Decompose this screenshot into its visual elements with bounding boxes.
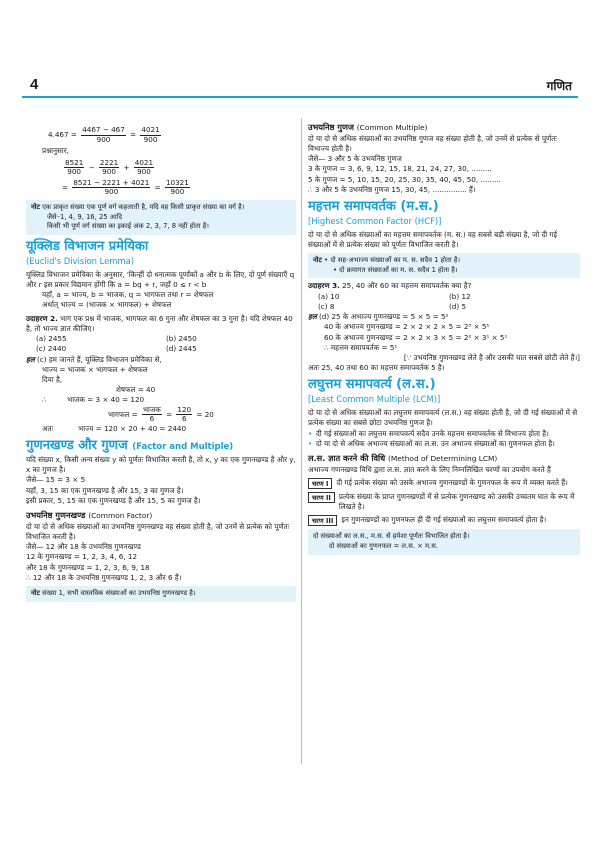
fraction-denominator: 900 <box>143 134 158 144</box>
option: (b) 2450 <box>166 334 197 344</box>
fraction <box>134 159 154 177</box>
note-text: दो संख्याओं का गुणनफल = ल.स. × म.स. <box>329 542 438 551</box>
note-label: नोट <box>31 203 40 212</box>
solution-2 <box>26 355 296 365</box>
solution-step: शेषफल = 40 <box>116 385 156 395</box>
fraction-numerator: 2221 <box>99 157 119 167</box>
example-label: उदाहरण 2. <box>26 313 58 323</box>
equals: = <box>166 409 173 419</box>
common-factor-example: जैसे— 12 और 18 के उभयनिष्ठ गुणनखण्ड <box>26 542 141 552</box>
option: (d) 2445 <box>166 344 197 354</box>
lcm-bullet: • दो या दो से अधिक अभाज्य संख्याओं का ल.स. उन अभाज्य संख्याओं का गुणनफल होता है। <box>308 439 580 449</box>
common-factor-paragraph: दो या दो से अधिक संख्याओं का उभयनिष्ठ गुणनखण्ड वह संख्या होती है, जो उनमें से प्रत्येक को पूर्णतः विभाजित करती है। <box>26 521 290 541</box>
factor-explanation: यहाँ, 3, 15 का एक गुणनखण्ड है और 15, 3 का गुणज है। <box>26 485 184 495</box>
solution-step: ∴ भाजक = 3 × 40 = 120 <box>42 395 145 405</box>
fraction <box>140 126 160 144</box>
note-example: जैसे–1, 4, 9, 16, 25 आदि <box>47 212 123 221</box>
fraction-numerator: भाजक <box>142 404 161 414</box>
fraction <box>72 179 150 197</box>
column-divider <box>301 118 302 764</box>
heading-common-factor <box>26 510 296 522</box>
heading-factor-hindi: गुणनखण्ड और गुणज <box>26 438 128 454</box>
solution-text: (c) हम जानते हैं, यूक्लिड विभाजन प्रमेयिका से, <box>37 354 162 364</box>
heading-factor-english: (Factor and Multiple) <box>132 442 234 453</box>
hcf-paragraph: दो या दो से अधिक संख्याओं का महत्तम समापवर्तक (म. स.) वह सबसे बड़ी संख्या है, जो दी गई संख्याओं में से प्रत्येक संख्या को पूर्णतः विभाजित करती है। <box>308 229 558 249</box>
common-multiple-line: ∴ 3 और 5 के उभयनिष्ठ गुणज 15, 30, 45, ............... हैं। <box>308 184 476 194</box>
heading-common-factor-english: (Common Factor) <box>88 511 153 521</box>
lcm-step <box>308 492 580 512</box>
fraction-numerator: 120 <box>177 404 192 414</box>
fraction-numerator: 8521 <box>65 157 84 167</box>
fraction-denominator: 6 <box>181 414 187 424</box>
common-multiple-line: 3 के गुणज = 3, 6, 9, 12, 15, 18, 21, 24, 27, 30, ......... <box>308 164 492 174</box>
common-factor-line: 12 के गुणनखण्ड = 1, 2, 3, 4, 6, 12 <box>26 552 138 562</box>
left-column <box>26 102 296 605</box>
lcm-method-paragraph: अभाज्य गणनखण्ड विधि द्वारा ल.स. ज्ञात करने के लिए निम्नलिखित चरणों का उपयोग करते हैं <box>308 464 551 474</box>
calc-intro: प्रश्नानुसार, <box>42 146 69 156</box>
step-text: दी गई प्रत्येक संख्या को उसके अभाज्य गुणनखण्डों के गुणनफल के रूप में व्यक्त करते हैं। <box>336 478 568 487</box>
subheading-hcf: [Highest Common Factor (HCF)] <box>308 215 442 226</box>
fraction-denominator: 900 <box>102 167 116 177</box>
calc-line-3: = $\frac{8521 - 2221 + 4021}{900}$ = $\frac{10321}{900}$ <box>62 177 189 197</box>
note-hcf: नोट • दो सह-अभाज्य संख्याओं का म. स. सदैव 1 होता है। • दो क्रमागत संख्याओं का म. स. सदैव 1 होता है। <box>308 253 580 278</box>
common-factor-line: और 18 के गुणनखण्ड = 1, 2, 3, 6, 9, 18 <box>26 562 150 572</box>
subheading-euclid: (Euclid's Division Lemma) <box>26 255 134 266</box>
heading-factor <box>26 438 296 455</box>
subheading-lcm: [Least Common Multiple (LCM)] <box>308 394 441 405</box>
example-text: भाग एक प्रश्न में भाजक, भागफल का 6 गुना और शेषफल का 3 गुना है। यदि शेषफल 40 है, तो भाज्य ज्ञात कीजिए। <box>26 313 293 333</box>
fraction <box>81 126 126 144</box>
example-text: 25, 40 और 60 का महत्तम समापवर्तक क्या है? <box>342 281 472 291</box>
factor-example: जैसे— 15 = 3 × 5 <box>26 475 86 485</box>
euclid-paragraph: यूक्लिड विभाजन प्रमेयिका के अनुसार, 'किन्हीं दो धनात्मक पूर्णांकों a और b के लिए, दो पूर्ण संख्याएँ q और r इस प्रकार विद्यमान होंगी कि a = bq + r, जहाँ 0 ≤ r < b <box>26 269 295 290</box>
solution-label: हल <box>26 354 35 364</box>
note-text: दो सह-अभाज्य संख्याओं का म. स. सदैव 1 होता है। <box>330 256 461 265</box>
step-text: प्रत्येक संख्या के प्राप्त गुणनखण्डों में से प्रत्येक गुणनखण्ड को उसकी उच्चतम घात के रूप में लिखते है। <box>338 492 575 512</box>
step-tag: चरण II <box>308 492 335 503</box>
note-text: एक प्राकृत संख्या एक पूर्ण वर्ग कहलाती है, यदि वह किसी प्राकृत संख्या का वर्ग है। <box>42 203 245 212</box>
solution-conclusion: अतः 25, 40 तथा 60 का महत्तम समापवर्तक 5 है। <box>308 363 445 373</box>
heading-common-multiple <box>308 122 580 134</box>
solution-step-quotient <box>108 406 296 424</box>
fraction <box>64 159 84 177</box>
heading-lcm-method-hindi: ल.स. ज्ञात करने की विधि <box>308 453 386 464</box>
quotient-result: = 20 <box>196 409 214 419</box>
solution-3 <box>308 312 580 322</box>
quotient-label: भागफल = <box>108 409 138 419</box>
fraction-denominator: 900 <box>96 134 111 144</box>
fraction-denominator: 900 <box>104 187 119 197</box>
note-lcm <box>308 529 580 554</box>
example-3-options <box>318 292 580 312</box>
step-text: इन गुणनखण्डों का गुणनफल ही दी गई संख्याओं का लघुत्तम समापवर्त्य होता है। <box>341 515 547 525</box>
example-2-options <box>36 334 296 354</box>
fraction-denominator: 6 <box>149 414 155 424</box>
lcm-paragraph: दो या दो से अधिक संख्याओं का लघुत्तम समापवर्त्य (ल.स.) वह संख्या होती है, जो दी गई संख्याओं में से प्रत्येक संख्या का सबसे छोटा उभयनिष्ठ गुणज है। <box>308 408 578 428</box>
fraction-denominator: 900 <box>170 187 185 197</box>
example-3 <box>308 281 580 291</box>
fraction-denominator: 900 <box>137 167 151 177</box>
fraction-denominator: 900 <box>67 167 81 177</box>
common-factor-line: ∴ 12 और 18 के उभयनिष्ठ गुणनखण्ड 1, 2, 3 और 6 हैं। <box>26 572 182 582</box>
option: (c) 2440 <box>36 344 67 354</box>
example-2 <box>26 314 296 334</box>
note-common-factor <box>26 586 296 602</box>
example-label: उदाहरण 3. <box>308 281 340 291</box>
solution-step: 40 के अभाज्य गुणनखण्ड = 2 × 2 × 2 × 5 = 2³ × 5¹ <box>324 322 490 332</box>
note-label: नोट <box>313 256 322 265</box>
solution-step: भाज्य = भाजक × भागफल + शेषफल <box>42 364 148 374</box>
note-perfect-square <box>26 200 296 235</box>
fraction <box>165 179 190 197</box>
page-header <box>22 74 578 98</box>
calc-line-1: 4.467 = $\frac{4467 - 467}{900}$ = $\frac{4021}{900}$ <box>48 125 160 144</box>
euclid-formula: अर्थात् भाज्य = (भाजक × भागफल) + शेषफल <box>42 300 172 310</box>
option: (a) 10 <box>318 291 340 301</box>
note-text: दो संख्याओं का ल.स., म.स. से हमेशा पूर्णतः विभाजित होता है। <box>313 532 470 541</box>
note-label: नोट <box>31 589 40 598</box>
heading-common-multiple-english: (Common Multiple) <box>356 123 428 132</box>
solution-reason: [∵ उभयनिष्ठ गुणनखण्ड लेते है और उसकी घात सबसे छोटी लेते हैं।] <box>403 353 580 363</box>
fraction-numerator: 4021 <box>134 157 154 167</box>
page-number: 4 <box>30 76 39 93</box>
calc-lhs: 4.467 = <box>48 130 77 140</box>
note-text: संख्या 1, सभी वास्तविक संख्याओं का उभयनिष्ठ गुणनखण्ड है। <box>42 589 196 598</box>
heading-lcm-method-english: (Method of Determining LCM) <box>388 454 498 464</box>
euclid-definitions: यहाँ, a = भाज्य, b = भाजक, q = भागफल तथा r = शेषफल <box>42 290 214 300</box>
fraction <box>142 406 162 424</box>
heading-hcf: महत्तम समापवर्तक (म.स.) <box>308 198 439 214</box>
solution-label: हल <box>308 312 317 322</box>
option: (b) 12 <box>449 291 471 301</box>
heading-common-multiple-hindi: उभयनिष्ठ गुणज <box>308 122 354 132</box>
note-text: दो क्रमागत संख्याओं का म. स. सदैव 1 होता है। <box>339 265 458 274</box>
lcm-bullet: • दी गई संख्याओं का लघुत्तम समापवर्त्य सदैव उनके महत्तम समापवर्तक से विभाज्य होता है। <box>308 429 580 439</box>
common-multiple-line: 5 के गुणज = 5, 10, 15, 20, 25, 30, 35, 40, 45, 50, ......... <box>308 174 501 184</box>
fraction <box>176 406 192 424</box>
solution-step: ∴ महत्तम समापवर्तक = 5¹ <box>324 342 398 352</box>
option: (a) 2455 <box>36 334 67 344</box>
calc-line-2: $\frac{8521}{900}$ − $\frac{2221}{900}$ + $\frac{4021}{900}$ <box>65 157 154 177</box>
solution-step: दिया है, <box>42 374 63 384</box>
subject-title: गणित <box>546 79 572 93</box>
fraction-numerator: 8521 − 2221 + 4021 <box>73 177 150 187</box>
option: (c) 8 <box>318 301 335 311</box>
solution-step: 60 के अभाज्य गुणनखण्ड = 2 × 2 × 3 × 5 = 2² × 3¹ × 5¹ <box>324 332 508 342</box>
fraction <box>99 159 119 177</box>
heading-common-factor-hindi: उभयनिष्ठ गुणनखण्ड <box>26 510 86 521</box>
factor-paragraph: यदि संख्या x, किसी अन्य संख्या y को पूर्णतः विभाजित करती है, तो x, y का एक गुणनखण्ड है और y, x का गुणज है। <box>26 455 296 475</box>
fraction-numerator: 10321 <box>165 177 189 187</box>
lcm-step <box>308 478 580 489</box>
step-tag: चरण I <box>308 478 332 489</box>
factor-explanation: इसी प्रकार, 5, 15 का एक गुणनखण्ड है और 15, 5 का गुणज है। <box>26 495 201 505</box>
heading-euclid: यूक्लिड विभाजन प्रमेयिका <box>26 238 149 254</box>
common-multiple-paragraph: दो या दो से अधिक संख्याओं का उभयनिष्ठ गुणज वह संख्या होती है, जो उनमें से प्रत्येक से पूर्णतः विभाज्य होती है। <box>308 133 557 153</box>
heading-lcm: लघुत्तम समापवर्त्य (ल.स.) <box>308 377 436 393</box>
fraction-numerator: 4021 <box>141 125 160 134</box>
solution-step: अतः भाज्य = 120 × 20 + 40 = 2440 <box>42 423 187 433</box>
note-text: किसी भी पूर्ण वर्ग संख्या का इकाई अंक 2, 3, 7, 8 नहीं होता है। <box>47 222 209 231</box>
heading-lcm-method <box>308 453 580 465</box>
common-multiple-example: जैसे— 3 और 5 के उभयनिष्ठ गुणज <box>308 154 402 164</box>
fraction-numerator: 4467 − 467 <box>82 125 125 134</box>
option: (d) 5 <box>449 301 467 311</box>
solution-step: (d) 25 के अभाज्य गुणनखण्ड = 5 × 5 = 5² <box>319 312 449 322</box>
lcm-step <box>308 515 580 526</box>
right-column <box>308 122 580 558</box>
step-tag: चरण III <box>308 515 337 526</box>
